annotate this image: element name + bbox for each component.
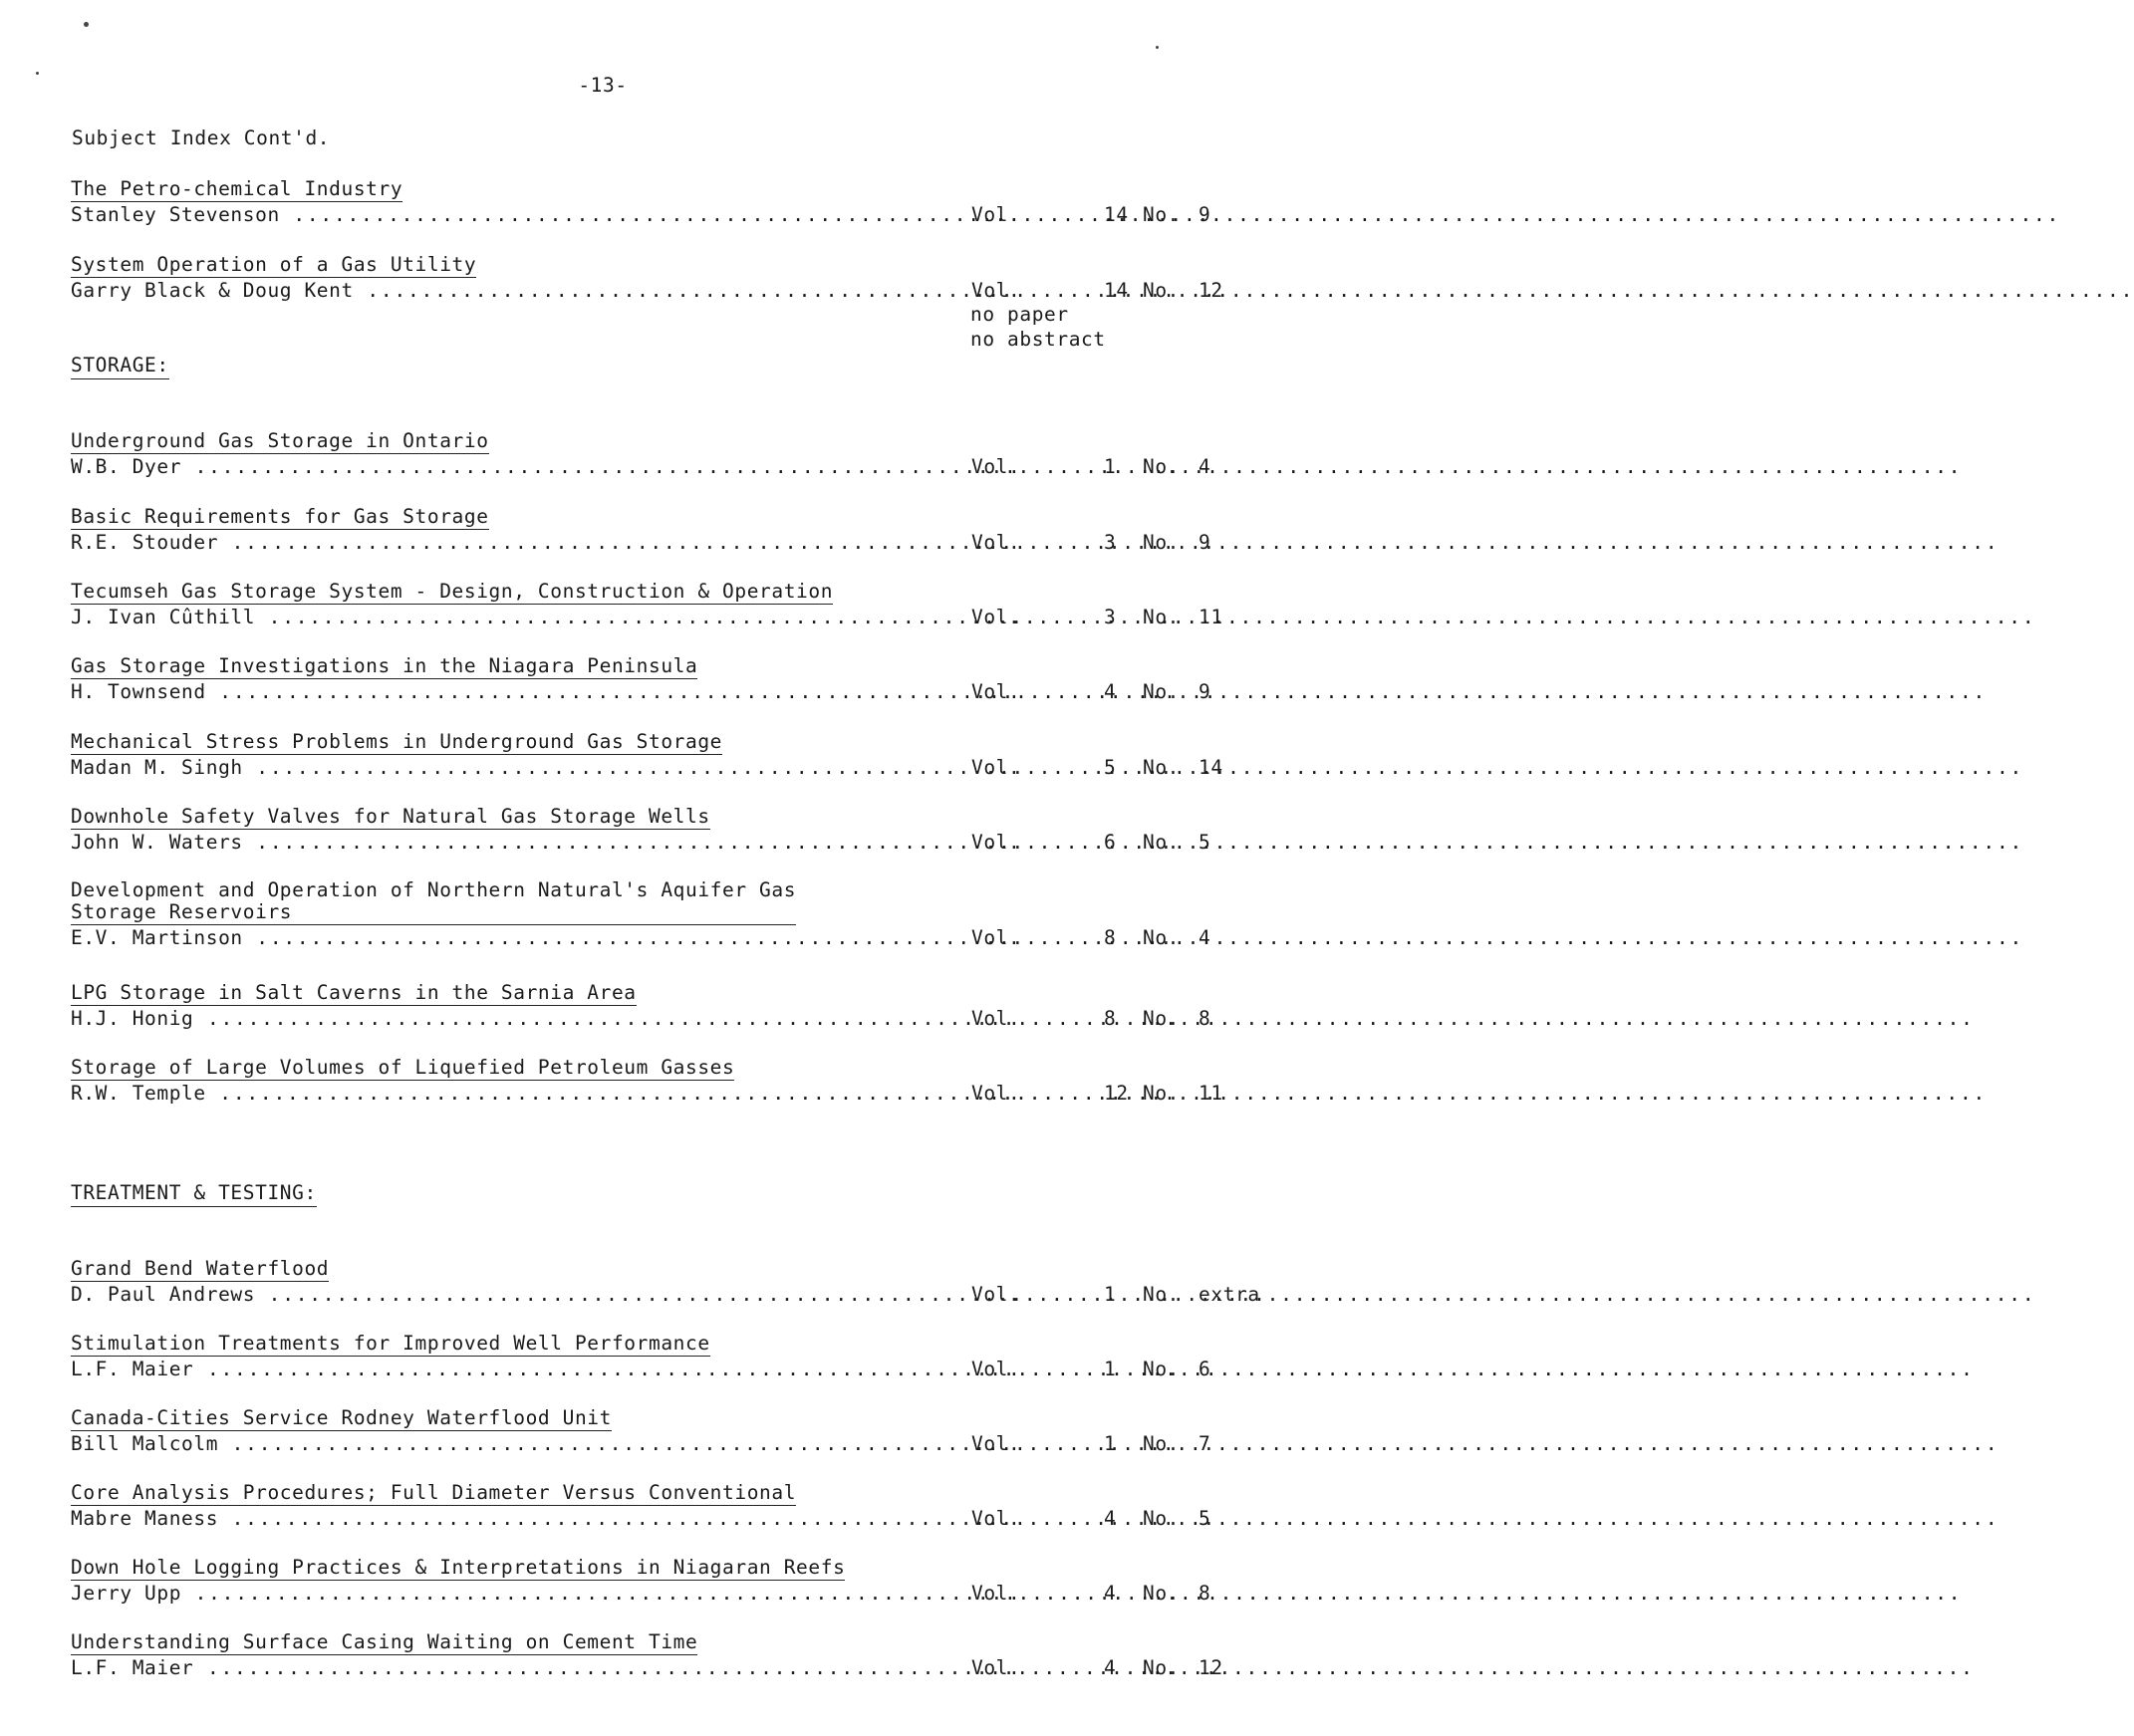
- entry-author: W.B. Dyer .....: [71, 454, 967, 479]
- index-entry: [71, 730, 1223, 780]
- issue-number: 8: [1199, 1582, 1211, 1605]
- vol-label: Vol.: [971, 606, 1021, 628]
- vol-number: 14: [1104, 203, 1129, 226]
- scan-speck: [84, 22, 89, 27]
- entry-title: Stimulation Treatments for Improved Well Performance: [71, 1332, 710, 1355]
- entry-author: Jerry Upp .....: [71, 1581, 967, 1606]
- no-label: No.: [1143, 1082, 1181, 1105]
- index-entry: [71, 505, 1216, 555]
- index-entry: [71, 879, 1216, 950]
- entry-author: R.W. Temple .....: [71, 1081, 967, 1106]
- entry-title: Gas Storage Investigations in the Niagara Peninsula: [71, 654, 698, 677]
- no-label: No.: [1143, 455, 1181, 478]
- index-entry: [71, 429, 1216, 479]
- vol-number: 1: [1104, 1432, 1117, 1455]
- index-entry: [71, 805, 1216, 855]
- issue-number: 9: [1199, 531, 1211, 554]
- vol-number: 1: [1104, 1283, 1117, 1306]
- issue-number: 9: [1199, 680, 1211, 703]
- entry-title: LPG Storage in Salt Caverns in the Sarnia Area: [71, 981, 637, 1004]
- vol-label: Vol.: [971, 203, 1021, 226]
- vol-number: 4: [1104, 1582, 1117, 1605]
- no-label: No.: [1143, 1432, 1181, 1455]
- entry-citation: [71, 202, 1216, 227]
- entry-title: Canada-Cities Service Rodney Waterflood Unit: [71, 1406, 612, 1429]
- vol-number: 4: [1104, 1507, 1117, 1530]
- no-label: No.: [1143, 756, 1181, 779]
- scan-speck: [1156, 46, 1159, 49]
- no-label: No.: [1143, 279, 1181, 302]
- issue-number: 11: [1199, 606, 1223, 628]
- section-heading-storage: STORAGE:: [71, 354, 169, 376]
- entry-citation: [71, 454, 1216, 479]
- index-entry: [71, 580, 1223, 629]
- no-label: No.: [1143, 1582, 1181, 1605]
- issue-number: 12: [1199, 1656, 1223, 1679]
- entry-citation: [71, 1081, 1223, 1106]
- entry-title: Basic Requirements for Gas Storage: [71, 505, 489, 528]
- entry-author: H.J. Honig .....: [71, 1006, 967, 1031]
- entry-author: Garry Black & Doug Kent .....: [71, 278, 967, 303]
- index-entry: [71, 1630, 1223, 1680]
- entry-author: Bill Malcolm .....: [71, 1431, 967, 1456]
- entry-title: Underground Gas Storage in Ontario: [71, 429, 489, 452]
- vol-label: Vol.: [971, 926, 1021, 949]
- vol-number: 1: [1104, 1358, 1117, 1380]
- entry-title: The Petro-chemical Industry: [71, 177, 403, 200]
- vol-label: Vol.: [971, 279, 1021, 302]
- index-entry: [71, 1257, 1260, 1307]
- no-label: No.: [1143, 531, 1181, 554]
- entry-author: John W. Waters .....: [71, 830, 967, 855]
- entry-citation: [71, 925, 1216, 950]
- entry-citation: [71, 1357, 1216, 1381]
- entry-author: L.F. Maier .....: [71, 1655, 967, 1680]
- entry-citation: [71, 1581, 1216, 1606]
- entry-citation: [71, 679, 1216, 704]
- vol-label: Vol.: [971, 1582, 1021, 1605]
- entry-citation: [71, 605, 1223, 629]
- no-label: No.: [1143, 1656, 1181, 1679]
- no-label: No.: [1143, 831, 1181, 854]
- vol-number: 8: [1104, 1007, 1117, 1030]
- issue-number: 4: [1199, 926, 1211, 949]
- no-label: No.: [1143, 1007, 1181, 1030]
- entry-citation: [71, 755, 1223, 780]
- vol-number: 3: [1104, 606, 1117, 628]
- no-label: No.: [1143, 1507, 1181, 1530]
- entry-author: Mabre Maness .....: [71, 1506, 967, 1531]
- entry-title: Down Hole Logging Practices & Interpretations in Niagaran Reefs: [71, 1556, 846, 1579]
- issue-number: 6: [1199, 1358, 1211, 1380]
- no-label: No.: [1143, 926, 1181, 949]
- vol-label: Vol.: [971, 1007, 1021, 1030]
- entry-title: Tecumseh Gas Storage System - Design, Construction & Operation: [71, 580, 834, 603]
- entry-author: J. Ivan Cûthill .....: [71, 605, 967, 629]
- entry-author: R.E. Stouder .....: [71, 530, 967, 555]
- vol-label: Vol.: [971, 1358, 1021, 1380]
- issue-number: extra: [1199, 1283, 1260, 1306]
- issue-number: 7: [1199, 1432, 1211, 1455]
- entry-citation: [71, 1282, 1260, 1307]
- subject-index-heading: Subject Index Cont'd.: [72, 126, 331, 149]
- vol-number: 3: [1104, 531, 1117, 554]
- vol-number: 1: [1104, 455, 1117, 478]
- no-label: No.: [1143, 1283, 1181, 1306]
- entry-citation: [71, 1506, 1216, 1531]
- vol-number: 8: [1104, 926, 1117, 949]
- vol-number: 4: [1104, 1656, 1117, 1679]
- issue-number: 5: [1199, 1507, 1211, 1530]
- issue-number: 8: [1199, 1007, 1211, 1030]
- vol-number: 14: [1104, 279, 1129, 302]
- issue-number: 9: [1199, 203, 1211, 226]
- issue-number: 12: [1199, 279, 1223, 302]
- index-entry: [71, 1556, 1216, 1606]
- entry-citation: [71, 830, 1216, 855]
- entry-title: Development and Operation of Northern Natural's Aquifer Gas Storage Reservoirs: [71, 878, 797, 923]
- entry-citation: [71, 530, 1216, 555]
- entry-title: Storage of Large Volumes of Liquefied Petroleum Gasses: [71, 1056, 735, 1079]
- issue-number: 5: [1199, 831, 1211, 854]
- vol-number: 5: [1104, 756, 1117, 779]
- entry-author: L.F. Maier .....: [71, 1357, 967, 1381]
- entry-citation: [71, 278, 1223, 303]
- no-paper-note: no paper no abstract: [970, 303, 1106, 351]
- index-entry: [71, 253, 1223, 303]
- vol-label: Vol.: [971, 531, 1021, 554]
- entry-title: Understanding Surface Casing Waiting on Cement Time: [71, 1630, 698, 1653]
- issue-number: 14: [1199, 756, 1223, 779]
- entry-citation: [71, 1431, 1216, 1456]
- vol-label: Vol.: [971, 831, 1021, 854]
- entry-title: Core Analysis Procedures; Full Diameter Versus Conventional: [71, 1481, 797, 1504]
- index-entry: [71, 1056, 1223, 1106]
- entry-title: Mechanical Stress Problems in Underground Gas Storage: [71, 730, 723, 753]
- page-number: -13-: [578, 74, 628, 97]
- vol-label: Vol.: [971, 1507, 1021, 1530]
- issue-number: 11: [1199, 1082, 1223, 1105]
- entry-author: Stanley Stevenson .....: [71, 202, 967, 227]
- vol-label: Vol.: [971, 680, 1021, 703]
- vol-label: Vol.: [971, 1283, 1021, 1306]
- no-label: No.: [1143, 606, 1181, 628]
- vol-number: 12: [1104, 1082, 1129, 1105]
- entry-title: System Operation of a Gas Utility: [71, 253, 477, 276]
- entry-author: E.V. Martinson .....: [71, 925, 967, 950]
- vol-label: Vol.: [971, 1082, 1021, 1105]
- entry-author: H. Townsend .....: [71, 679, 967, 704]
- entry-citation: [71, 1006, 1216, 1031]
- index-entry: [71, 1332, 1216, 1381]
- entry-citation: [71, 1655, 1223, 1680]
- vol-label: Vol.: [971, 756, 1021, 779]
- vol-number: 6: [1104, 831, 1117, 854]
- index-entry: [71, 1481, 1216, 1531]
- index-entry: [71, 177, 1216, 227]
- entry-title: Downhole Safety Valves for Natural Gas Storage Wells: [71, 805, 710, 828]
- vol-label: Vol.: [971, 1432, 1021, 1455]
- no-label: No.: [1143, 1358, 1181, 1380]
- entry-author: Madan M. Singh .....: [71, 755, 967, 780]
- entry-author: D. Paul Andrews .....: [71, 1282, 967, 1307]
- no-label: No.: [1143, 203, 1181, 226]
- no-label: No.: [1143, 680, 1181, 703]
- vol-label: Vol.: [971, 1656, 1021, 1679]
- section-heading-treatment: TREATMENT & TESTING:: [71, 1181, 317, 1204]
- vol-label: Vol.: [971, 455, 1021, 478]
- index-entry: [71, 654, 1216, 704]
- index-entry: [71, 981, 1216, 1031]
- issue-number: 4: [1199, 455, 1211, 478]
- vol-number: 4: [1104, 680, 1117, 703]
- entry-title: Grand Bend Waterflood: [71, 1257, 330, 1280]
- index-entry: [71, 1406, 1216, 1456]
